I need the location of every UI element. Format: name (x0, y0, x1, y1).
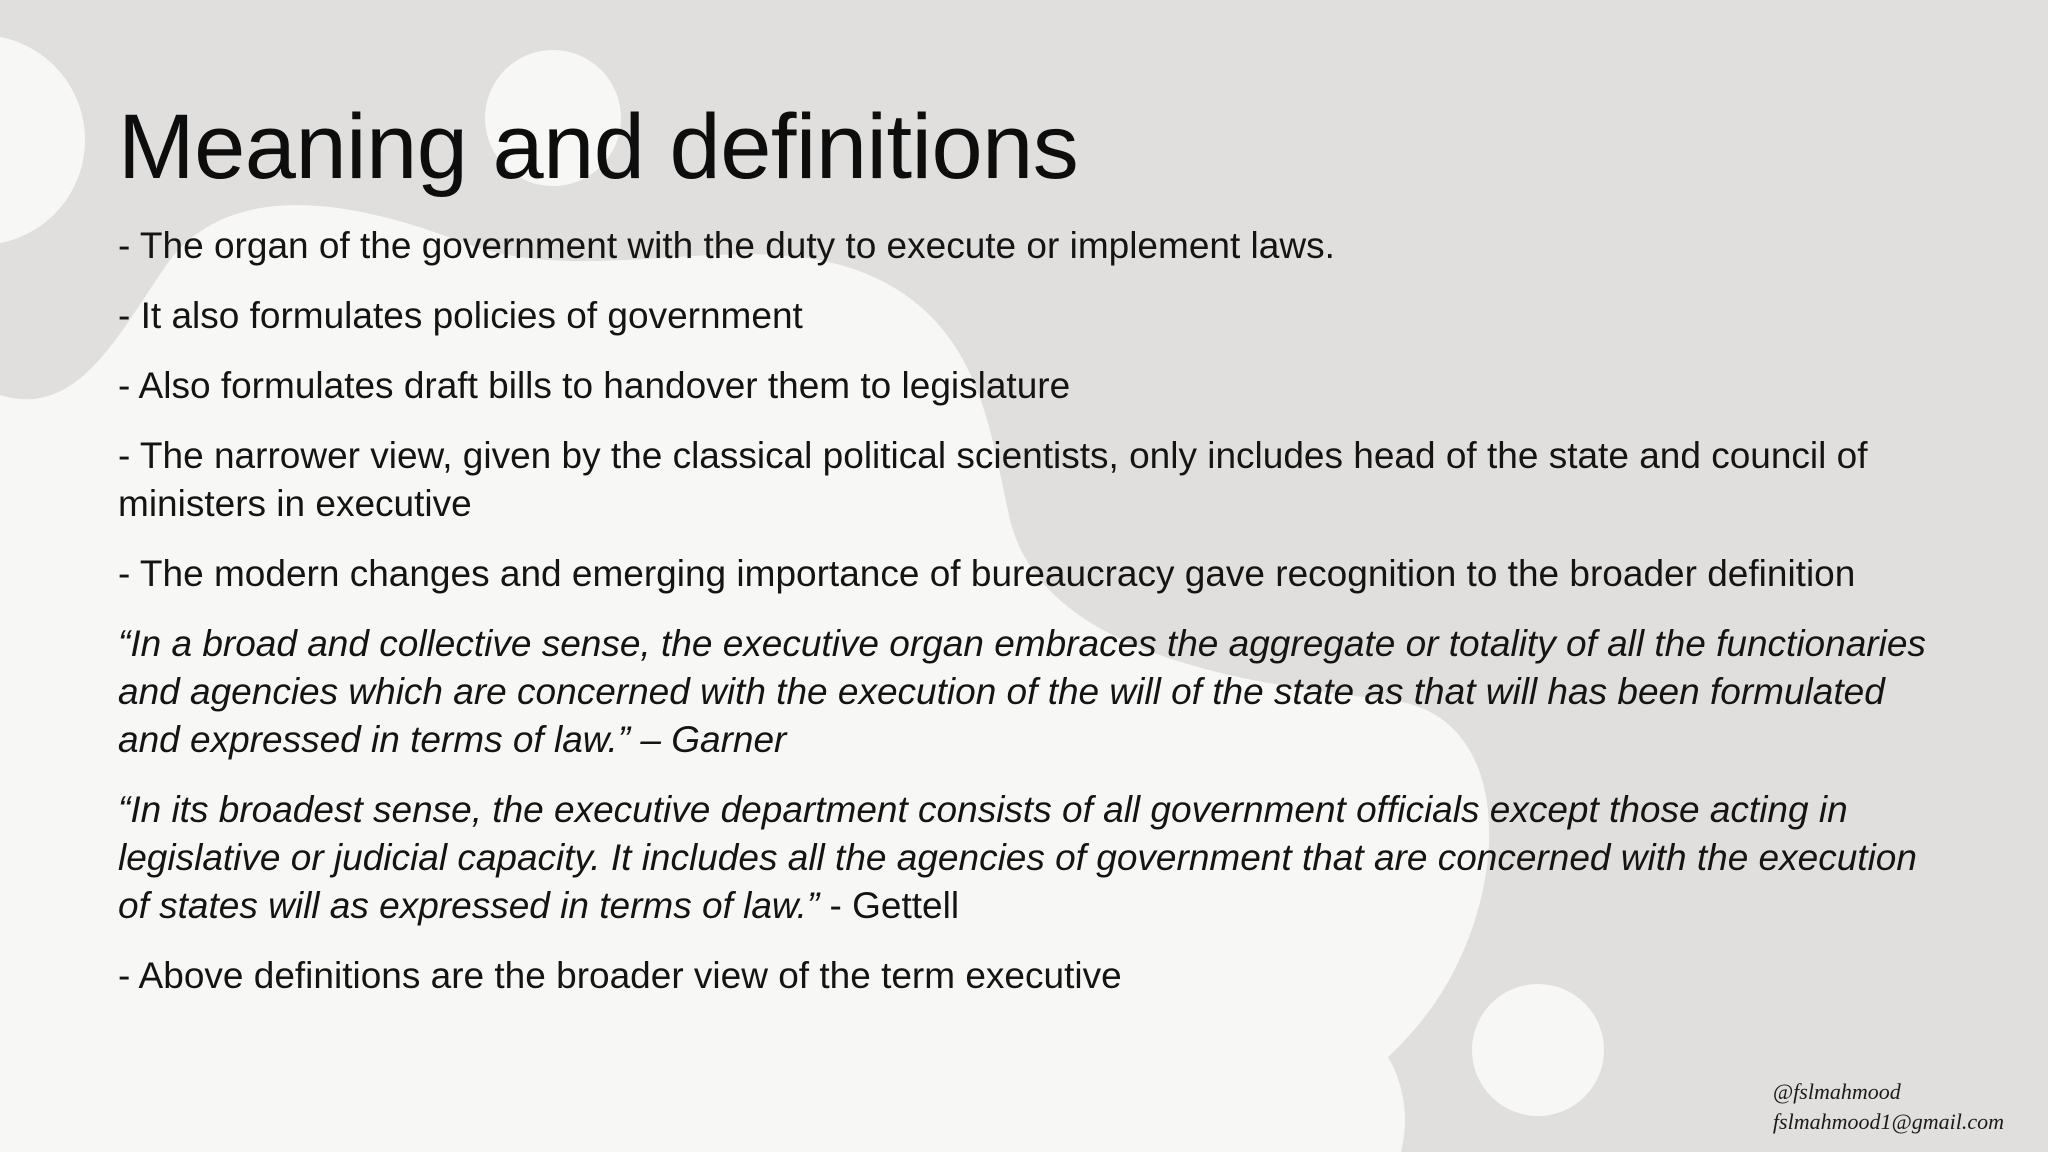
closing-point: - Above definitions are the broader view of the term executive (118, 955, 1122, 996)
author-handle: @fslmahmood (1772, 1079, 1901, 1104)
quote-author: - Gettell (819, 885, 960, 926)
quote-author: Garner (660, 719, 787, 760)
bullet-point: - The modern changes and emerging importance of bureaucracy gave recognition to the broader definition (118, 553, 1856, 594)
quote-text: “In a broad and collective sense, the executive organ embraces the aggregate or totality of all the functionaries and agencies which are concerned with the execution of the will of the state as that will has been formulated and expressed in terms of law.” – (118, 623, 1926, 760)
author-credit (1773, 1077, 2004, 1137)
slide-content (118, 222, 1948, 1022)
bullet-point: - Also formulates draft bills to handover them to legislature (118, 365, 1071, 406)
slide-title: Meaning and definitions (118, 96, 1079, 198)
quote-text: “In its broadest sense, the executive department consists of all government officials except those acting in legislative or judicial capacity. It includes all the agencies of government that are concerned with the execution of states will as expressed in terms of law.” (118, 789, 1917, 926)
definition-quote-garner (118, 620, 1948, 764)
author-email: fslmahmood1@gmail.com (1772, 1109, 2004, 1134)
definition-quote-gettell (118, 786, 1948, 930)
bullet-point: - The organ of the government with the duty to execute or implement laws. (118, 225, 1335, 266)
bullet-point: - It also formulates policies of government (118, 295, 803, 336)
bullet-point: - The narrower view, given by the classical political scientists, only includes head of the state and council of ministers in executive (118, 435, 1868, 524)
